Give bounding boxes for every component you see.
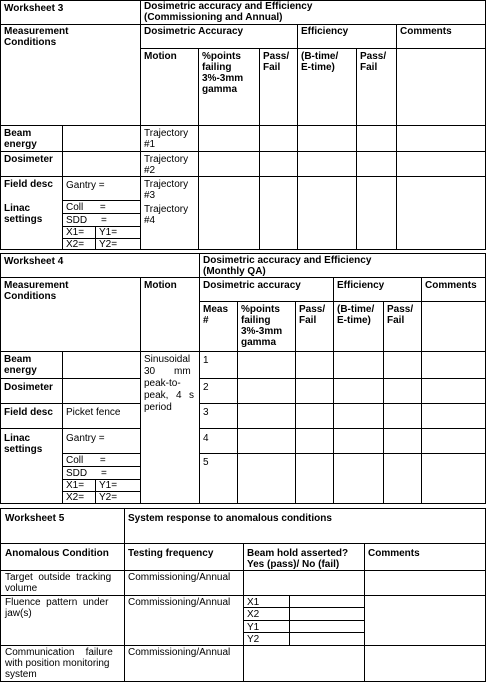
ws5-row1-condition-2: volume bbox=[5, 583, 38, 594]
ws3-trajectory-2: Trajectory bbox=[144, 154, 189, 165]
ws4-passfail-eff: Pass/ bbox=[387, 304, 414, 315]
ws3-motion: Motion bbox=[144, 51, 177, 62]
ws5-row3-condition-3: system bbox=[5, 669, 37, 680]
ws4-x1-field[interactable]: X1= bbox=[66, 480, 85, 491]
ws4-meas-1: 1 bbox=[203, 355, 209, 366]
ws3-x1-field[interactable]: X1= bbox=[66, 227, 85, 238]
ws3-passfail-eff-2: Fail bbox=[360, 62, 378, 73]
ws5-col-comments: Comments bbox=[368, 548, 420, 559]
ws5-heading: System response to anomalous conditions bbox=[128, 513, 332, 524]
ws3-meas-cond: Measurement bbox=[4, 26, 69, 37]
ws5-row2-condition: Fluence pattern under bbox=[5, 597, 109, 608]
ws3-passfail-2: Fail bbox=[263, 62, 281, 73]
ws4-heading-sub: (Monthly QA) bbox=[203, 266, 266, 277]
ws3-passfail-eff: Pass/ bbox=[360, 51, 387, 62]
ws3-gantry-field[interactable]: Gantry = bbox=[66, 180, 105, 191]
ws4-motion: Motion bbox=[144, 280, 177, 291]
ws4-points: %points bbox=[241, 304, 280, 315]
ws4-motion-desc-4a: peak, bbox=[144, 390, 169, 401]
ws4-gantry-field[interactable]: Gantry = bbox=[66, 433, 105, 444]
ws3-points-4: gamma bbox=[202, 84, 238, 95]
ws5-col-beam-hold: Beam hold asserted? bbox=[247, 548, 349, 559]
ws3-trajectory-2-num: #2 bbox=[144, 165, 156, 176]
ws5-col-anomalous: Anomalous Condition bbox=[5, 548, 109, 559]
ws4-comments: Comments bbox=[425, 280, 477, 291]
ws3-title: Worksheet 3 bbox=[4, 3, 64, 14]
ws3-points-2: failing bbox=[202, 62, 232, 73]
ws4-meas-5: 5 bbox=[203, 457, 209, 468]
ws3-sdd-field[interactable]: SDD = bbox=[66, 215, 107, 226]
ws4-meas-2: 2 bbox=[203, 382, 209, 393]
ws3-dosimetric-accuracy: Dosimetric Accuracy bbox=[144, 26, 244, 37]
ws5-row3-frequency: Commissioning/Annual bbox=[128, 647, 231, 658]
ws4-motion-desc-3: peak-to- bbox=[144, 378, 181, 389]
ws5-row2-condition-2: jaw(s) bbox=[5, 608, 32, 619]
ws4-linac-2: settings bbox=[4, 444, 43, 455]
ws4-passfail: Pass/ bbox=[299, 304, 326, 315]
ws4-meas-cond: Measurement bbox=[4, 280, 69, 291]
ws3-beam-energy: Beam bbox=[4, 128, 32, 139]
ws4-field-desc: Field desc bbox=[4, 407, 53, 418]
ws3-linac: Linac bbox=[4, 203, 31, 214]
ws4-btime-2: E-time) bbox=[337, 315, 371, 326]
ws3-y1-field[interactable]: Y1= bbox=[99, 227, 118, 238]
ws5-title: Worksheet 5 bbox=[5, 513, 65, 524]
ws5-col-frequency: Testing frequency bbox=[128, 548, 214, 559]
ws4-motion-desc-5: period bbox=[144, 402, 172, 413]
ws3-btime: (B-time/ bbox=[301, 51, 339, 62]
ws3-coll-field[interactable]: Coll = bbox=[66, 202, 106, 213]
ws3-points: %points bbox=[202, 51, 241, 62]
ws5-jaw-x2: X2 bbox=[247, 609, 260, 620]
ws4-heading: Dosimetric accuracy and Efficiency bbox=[203, 255, 372, 266]
ws4-meas-num-2: # bbox=[203, 315, 209, 326]
ws3-trajectory-4: Trajectory bbox=[144, 204, 189, 215]
ws3-dosimeter: Dosimeter bbox=[4, 154, 53, 165]
ws4-passfail-eff-2: Fail bbox=[387, 315, 405, 326]
ws4-y2-field[interactable]: Y2= bbox=[99, 492, 118, 503]
ws4-btime: (B-time/ bbox=[337, 304, 375, 315]
ws4-motion-desc-4c: s bbox=[189, 390, 194, 401]
ws3-trajectory-3: Trajectory bbox=[144, 179, 189, 190]
ws4-motion-desc-4b: 4 bbox=[176, 390, 182, 401]
ws3-trajectory-3-num: #3 bbox=[144, 190, 156, 201]
ws4-y1-field[interactable]: Y1= bbox=[99, 480, 118, 491]
ws5-col-beam-hold-2: Yes (pass)/ No (fail) bbox=[247, 559, 340, 570]
ws3-comments: Comments bbox=[400, 26, 452, 37]
ws5-row1-condition: Target outside tracking bbox=[5, 572, 112, 583]
ws3-x2-field[interactable]: X2= bbox=[66, 239, 85, 250]
ws3-btime-2: E-time) bbox=[301, 62, 335, 73]
ws3-heading: Dosimetric accuracy and Efficiency bbox=[144, 1, 313, 12]
ws4-meas-cond-2: Conditions bbox=[4, 291, 57, 302]
ws5-row3-condition-2: with position monitoring bbox=[5, 658, 110, 669]
ws4-points-4: gamma bbox=[241, 337, 277, 348]
ws4-motion-desc-2a: 30 bbox=[144, 366, 156, 377]
ws4-passfail-2: Fail bbox=[299, 315, 317, 326]
ws4-efficiency: Efficiency bbox=[337, 280, 385, 291]
ws4-dosimetric-accuracy: Dosimetric accuracy bbox=[203, 280, 301, 291]
ws3-trajectory-1-num: #1 bbox=[144, 139, 156, 150]
ws3-efficiency: Efficiency bbox=[301, 26, 349, 37]
ws3-linac-2: settings bbox=[4, 214, 43, 225]
ws5-row2-frequency: Commissioning/Annual bbox=[128, 597, 231, 608]
ws4-sdd-field[interactable]: SDD = bbox=[66, 468, 107, 479]
ws4-meas-4: 4 bbox=[203, 433, 209, 444]
ws4-motion-desc: Sinusoidal bbox=[144, 354, 191, 365]
ws3-y2-field[interactable]: Y2= bbox=[99, 239, 118, 250]
ws4-field-desc-value[interactable]: Picket fence bbox=[66, 407, 121, 418]
ws4-coll-field[interactable]: Coll = bbox=[66, 455, 106, 466]
ws3-points-3: 3%-3mm bbox=[202, 73, 244, 84]
ws4-motion-desc-2b: mm bbox=[174, 366, 191, 377]
ws3-passfail: Pass/ bbox=[263, 51, 290, 62]
ws4-linac: Linac bbox=[4, 433, 31, 444]
ws4-points-3: 3%-3mm bbox=[241, 326, 283, 337]
ws3-trajectory-1: Trajectory bbox=[144, 128, 189, 139]
ws5-row3-condition: Communication failure bbox=[5, 647, 113, 658]
ws3-field-desc: Field desc bbox=[4, 179, 53, 190]
ws5-jaw-x1: X1 bbox=[247, 597, 260, 608]
ws5-row1-frequency: Commissioning/Annual bbox=[128, 572, 231, 583]
ws3-beam-energy-2: energy bbox=[4, 139, 37, 150]
ws4-x2-field[interactable]: X2= bbox=[66, 492, 85, 503]
ws4-title: Worksheet 4 bbox=[4, 256, 64, 267]
ws5-jaw-y2: Y2 bbox=[247, 634, 260, 645]
ws4-dosimeter: Dosimeter bbox=[4, 382, 53, 393]
ws4-beam-energy-2: energy bbox=[4, 365, 37, 376]
ws4-meas-num: Meas bbox=[203, 304, 229, 315]
ws4-meas-3: 3 bbox=[203, 407, 209, 418]
ws4-points-2: failing bbox=[241, 315, 271, 326]
ws3-meas-cond-2: Conditions bbox=[4, 37, 57, 48]
ws3-trajectory-4-num: #4 bbox=[144, 215, 156, 226]
ws3-heading-sub: (Commissioning and Annual) bbox=[144, 12, 283, 23]
ws5-jaw-y1: Y1 bbox=[247, 622, 260, 633]
ws4-beam-energy: Beam bbox=[4, 354, 32, 365]
